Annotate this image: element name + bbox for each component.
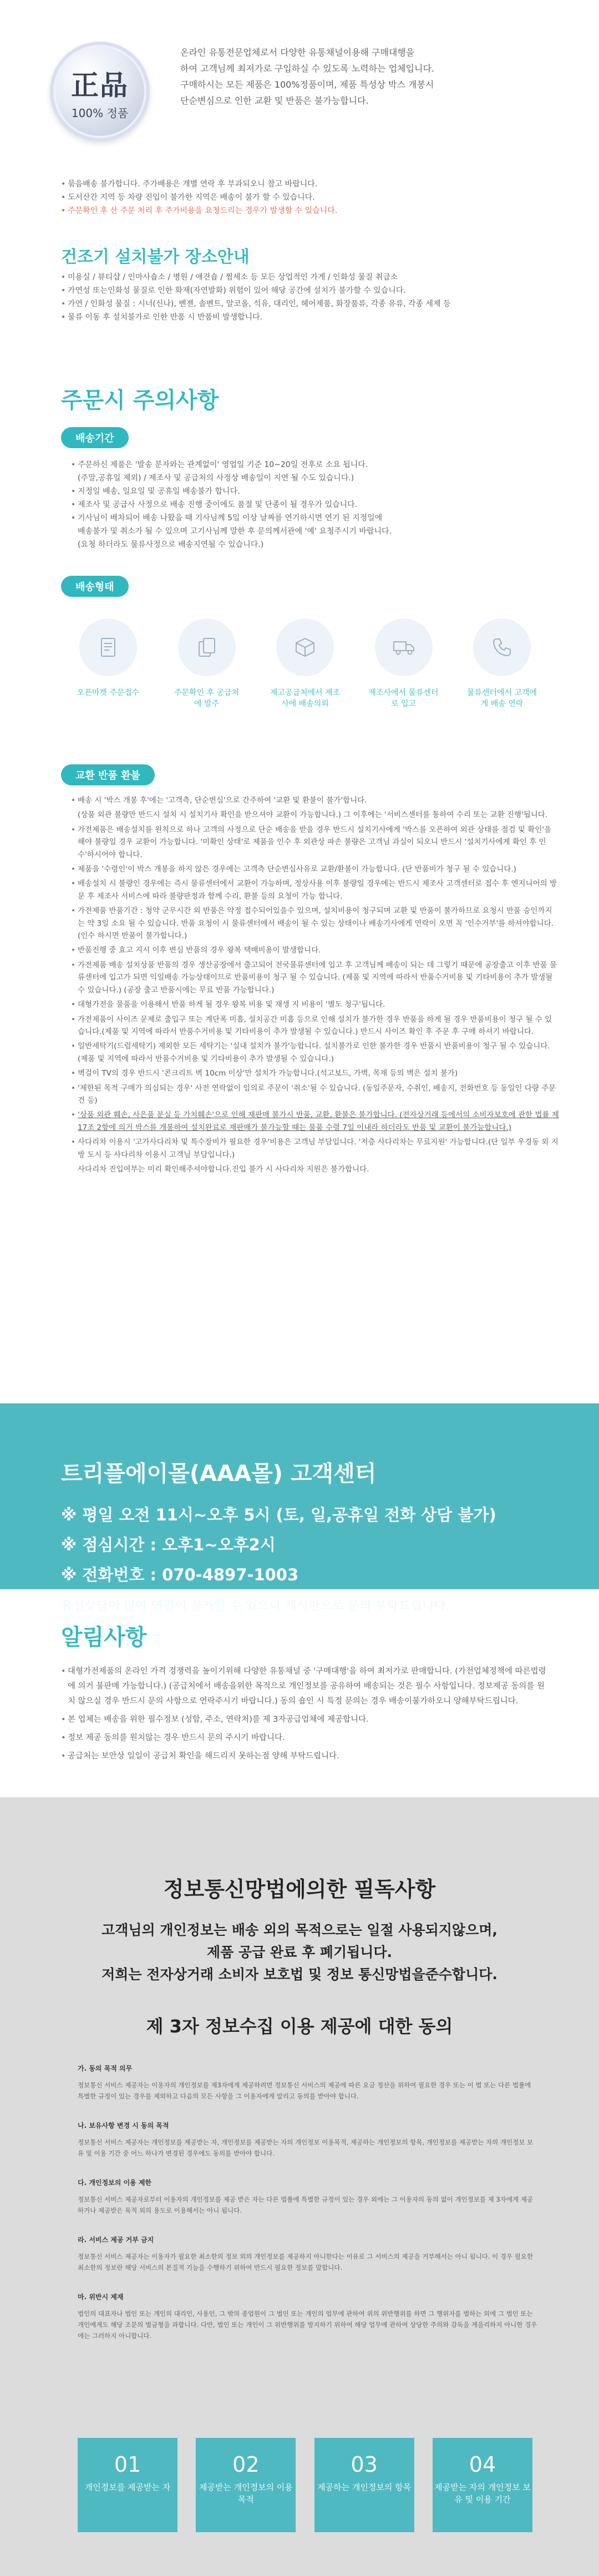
notice-item: • 공급처는 보안상 일일이 공급처 확인을 해드리지 못하는점 양해 부탁드립니다.	[61, 1749, 549, 1764]
refund-item: 사다리차 진입여부는 미리 확인해주셔야합니다.진입 불가 시 사다리차 지원은 불가합니다.	[78, 1164, 369, 1174]
notice-title: 알림사항	[61, 1625, 147, 1650]
shipping-form-pill: 배송형태	[61, 576, 129, 597]
shipping-period-pill: 배송기간	[61, 427, 129, 448]
refund-item: • 일반세탁기(드럼세탁기) 제외한 모든 세탁기는 '실내 설치가 불가'능합니다. 설치불가로 인한 불가한 경우 반품시 반품비용이 청구 될 수 있습니다. (제품 및 지역에 따라서 반품수거비용 및 기타비용이 추가 발생될 수 있습니다.)	[71, 1040, 559, 1065]
box-number: 04	[469, 2452, 496, 2477]
refund-item: • 가전제품은 배송설치를 원칙으로 하나 고객의 사정으로 단순 배송을 받을 경우 반드시 설치기사에게 '박스를 오픈하여 외관 상태를 점검 및 확인'을 해야 불량일 경우 교환이 가능합니다. '미확인 상태'로 제품을 인수 후 외관상 파손 불량은 고객님 과실이 되오니 반드시 '설치기사에게 확인 후 인수'하시어야 합니다.	[71, 824, 559, 861]
refund-item: • 사다리차 이용시 '고가사다리차 및 특수장비가 필요한 경우'비용은 고객님 부담입니다. '저층 사다리차는 무료지원' 가능합니다.(단 일부 우경동 외 지방 도시 등 사다리차 이용시 고객님 부담입니다.)	[71, 1136, 559, 1161]
privacy-sub-line: 고객님의 개인정보는 배송 외의 목적으로는 일절 사용되지않으며,	[101, 1922, 498, 1938]
shipping-step	[466, 618, 538, 709]
shipping-item: (주말,공휴일 제외) / 제조사 및 공급처의 사정상 배송일이 지연 될 수도 있습니다.)	[78, 474, 354, 483]
step-label: 오픈마켓 주문접수	[77, 688, 140, 697]
consent-boxes	[78, 2438, 532, 2532]
shipping-item: • 기사님이 배차되어 배송 나왔을 때 기사님께 5일 이상 날짜를 연기하시면 연기 된 지정일에	[71, 511, 559, 525]
box-icon	[276, 618, 334, 676]
clause-body: 정보통신 서비스 제공자로부터 이용자의 개인정보를 제공 받은 자는 다른 법률에 특별한 규정이 있는 경우 외에는 그 이용자의 동의 없이 개인정보를 제 3자에게 제공하거나 제공받은 목적 외의 용도로 이용해서는 아니 됩니다.	[78, 2195, 533, 2214]
shipping-step	[171, 618, 243, 709]
shipping-item: • 제조사 및 공급사 사정으로 배송 진행 중이에도 품절 및 단종이 될 경우가 있습니다.	[71, 498, 559, 511]
step-label: 물류센터에서 고객에게 배송 연락	[466, 688, 537, 708]
truck-icon	[375, 618, 433, 676]
install-note-warning: • 주문확인 후 산 주문 처리 후 주가비용을 요청드리는 경우가 발생할 수 있습니다.	[61, 204, 549, 217]
clause	[78, 2121, 538, 2159]
clause-body: 법인의 대표자나 법인 또는 개인의 대리인, 사용인, 그 밖의 종업원이 그 법인 또는 개인의 업무에 관하여 위의 위반행위를 하면 그 행위자를 벌하는 외에 그 법인 또는 개인에게도 해당 조문의 벌금형을 과합니다. 다만, 법인 또는 개인이 그 위반행위를 방지하기 위하여 해당 업무에 관하여 상당한 주의와 감독을 게을리하지 아니한 경우에는 그러하지 아니합니다.	[78, 2310, 537, 2340]
shipping-step	[72, 618, 144, 709]
lunch-hours: ※ 점심시간 : 오후1~오후2시	[61, 1535, 276, 1554]
step-label: 주문확인 후 공급처에 발주	[174, 688, 240, 708]
privacy-sub-line: 제품 공급 완료 후 폐기됩니다.	[206, 1944, 393, 1960]
no-install-item: • 가연성 또는인화성 물질로 인한 화재(자연발화) 위험이 있어 해당 공간에 설치가 불가할 수 있습니다.	[61, 284, 560, 297]
shipping-steps	[72, 618, 538, 709]
box-text: 제공받는 개인정보의 이용목적	[199, 2482, 293, 2504]
shipping-step	[368, 618, 440, 709]
notice-list	[61, 1664, 549, 1767]
copy-icon	[178, 618, 236, 676]
clause-heading: 라. 서비스 제공 거부 금지	[78, 2236, 154, 2244]
clause-heading: 다. 개인정보의 이용 제한	[78, 2179, 152, 2187]
shipping-item: • 주문하신 제품은 '발송 분자와는 관계없이' 영업일 기준 10~20일 전후로 소요 됩니다.	[71, 458, 559, 471]
clause-body: 정보통신 서비스 제공자는 개인정보를 제공받는 자, 개인정보를 제공받는 자의 개인정보 이용목적, 제공하는 개인정보의 항목, 개인정보를 제공받는 자의 개인정보 보유 및 이용 기간 중 어느 하나가 변경된 경우에도 동의를 받아야 합니다.	[78, 2138, 534, 2157]
business-hours: ※ 평일 오전 11시~오후 5시 (토, 일,공휴일 전화 상담 불가)	[61, 1505, 496, 1524]
phone-number[interactable]: ※ 전화번호 : 070-4897-1003	[61, 1565, 299, 1584]
box-number: 01	[114, 2452, 141, 2477]
customer-center	[0, 1403, 599, 1613]
refund-item: • 가전제품 배송 설치상품 반품의 경우 생산공장에서 출고되어 전국물류센터에 입고 후 고객님께 배송이 되는 데 그렇기 때문에 공장출고 이후 반품 물류센터에 입고가 되면 익일배송 가능상태이므로 반품비용이 청구 될 수 있습니다. (제품 및 지역에 따라서 반품수거비용 및 기타비용이 추가 발생될 수 있습니다.) (공장 출고 반품시에는 무료 반품 가능합니다.)	[71, 959, 559, 996]
refund-item: • 배송 시 '박스 개봉 후'에는 '고객측, 단순변심'으로 간주하여 '교환 및 환불이 불가'합니다.	[71, 794, 559, 807]
clause-heading: 나. 보유사항 변경 시 동의 목적	[78, 2122, 169, 2129]
refund-item: • 반품진행 중 효고 지시 이후 변심 반품의 경우 왕복 택배비용이 발생합니다.	[71, 944, 559, 956]
refund-item: • 가전제품 반품기간 : 청약 군무시간 외 반품은 약정 접수되어있을수 있으며, 설치비용이 청구되며 교환 및 반품이 불가하므로 요청시 반품 승인까지는 약 3일 소요 될 수 있습니다. 반품 요청이 시 물류센터에서 배송이 될 수 있는 상태이나 배송기사에게 연락이 오면 꼭 '인수거부'를 하셔야합니다.(인수 하시면 반품이 불가합니다.)	[71, 905, 559, 942]
install-note: • 도서산간 지역 등 차량 진입이 불가한 지역은 배송이 불가 할 수 있습니다.	[61, 191, 549, 204]
genuine-badge	[50, 42, 150, 141]
refund-item: • 대형가전을 물품을 이용해서 반품 하게 될 경우 왕복 비용 및 재생 지 비용이 '별도 청구'됩니다.	[71, 998, 559, 1011]
badge-main-text: 正品	[71, 69, 129, 102]
notice-item: • 본 업체는 배송을 위한 필수정보 (성함, 주소, 연락처)를 제 3자공급업체에 제공합니다.	[61, 1712, 549, 1727]
privacy-subtitle	[0, 1919, 599, 1986]
notice-item: • 정보 제공 동의를 원치않는 경우 반드시 문의 주시기 바랍니다.	[61, 1731, 549, 1746]
refund-list	[71, 794, 559, 1178]
install-notes	[61, 178, 549, 217]
no-install-title: 건조기 설치불가 장소안내	[61, 247, 250, 267]
consent-clauses	[78, 2063, 538, 2360]
consent-box	[196, 2438, 296, 2532]
step-label: 제고공급처에서 제조사에 배송의뢰	[270, 688, 341, 708]
consent-box	[433, 2438, 532, 2532]
box-text: 제공받는 자의 개인정보 보유 및 이용 기간	[434, 2482, 531, 2504]
refund-item: • 배송설치 시 불량인 경우에는 즉시 물류센터에서 교환이 가능하며, 정상사용 이후 불량일 경우에는 반드시 제조사 고객센터로 접수 후 엔지니어의 방문 후 제조사 서비스에 따라 불량판정과 함께 수리, 환불 등의 요청이 가능 합니다.	[71, 878, 559, 902]
intro-line: 하여 고객님께 최저가로 구입하실 수 있도록 노력하는 업체입니다.	[180, 63, 435, 74]
shipping-item: 배송불가 및 취소가 될 수 있으며 고기사님께 말한 후 문의께서관에 '예' 요청주시기 바랍니다.	[78, 527, 392, 536]
intro-line: 온라인 유통전문업체로서 다양한 유통채널이용해 구매대행을	[180, 47, 415, 58]
refund-pill: 교환 반품 환불	[61, 764, 155, 785]
intro-line: 단순변심으로 인한 교환 및 반품은 불가능합니다.	[180, 95, 369, 106]
consent-box	[78, 2438, 177, 2532]
clause-heading: 가. 동의 목적 의무	[78, 2065, 133, 2072]
intro-line: 구매하시는 모든 제품은 100%정품이며, 제품 특성상 박스 개봉시	[180, 79, 434, 90]
box-number: 02	[232, 2452, 260, 2477]
no-install-item: • 미용실 / 뷰티샵 / 인마사숍소 / 병원 / 애견숍 / 찜세소 등 모든 상업적인 가게 / 인화성 물질 취급소	[61, 271, 560, 284]
privacy-title: 정보통신망법에의한 필독사항	[163, 1877, 436, 1901]
refund-item: • 가전제품이 사이즈 문제로 출입구 또는 계단폭 미흡, 설치공간 미흡 등으로 인해 설치가 불가한 경우 반품을 하게 될 경우 반품비용이 청구 될 수 있습니다.(제품 및 지역에 따라서 반품수거비용 및 기타비용이 추가 발생될 수 있습니다.) 반드시 사이즈 확인 후 주문 후 구매 하셔기 바랍니다.	[71, 1013, 559, 1038]
shipping-item: (요청 하더라도 물류사정으로 배송지연될 수 있습니다.)	[78, 540, 264, 549]
consent-box	[314, 2438, 414, 2532]
customer-center-title: 트리플에이몰(AAA몰) 고객센터	[61, 1461, 377, 1487]
refund-item: • '제한된 목적 구매가 의심되는 경우' 사전 연락없이 임의로 주문이 '취소'될 수 있습니다. (동일주문자, 수취인, 배송지, 전화번호 등 동일인 다량 주문건 등)	[71, 1082, 559, 1107]
document-icon	[79, 618, 137, 676]
clause-heading: 마. 위반시 제재	[78, 2293, 124, 2301]
notice-item: • 대형가전제품의 온라인 가격 경쟁력을 높이기위해 다양한 유통채널 중 '구매대행'을 하여 최저가로 판매합니다. (가전업체정책에 따른법령에 의거 불판매 가능합니다.) (공급처에서 배송을위한 목적으로 개인정보를 공유하여 배송되는 것은 필수 사항입니다. 정보제공 동의를 원치 않으실 경우 반드시 문의 사항으로 연락주시기 바랍니다.) 동의 숍인 시 특정 문의는 경우 배송이불가하오니 양해부탁드립니다.	[61, 1664, 549, 1709]
refund-item: • '상품 외관 훼손, 사은품 분실 등 가치훼손'으로 인해 재판매 불가시 반품, 교환, 환불은 불가합니다. (전자상거래 등에서의 소비자보호에 관한 법률 제 17조 2항에 의거 박스를 개봉하여 설치완료로 재판매가 불가능할 때는 물품 수령 7일 이내라 하더라도 반품 및 교환이 불가능합니다.)	[71, 1109, 559, 1134]
phone-icon	[473, 618, 531, 676]
clause	[78, 2235, 538, 2273]
refund-item: • 벽걸이 TV의 경우 반드시 '콘크리트 벽 10cm 이상'만 설치가 가능합니다.(석고보드, 가벽, 목재 등의 벽은 설치 불가)	[71, 1067, 559, 1079]
shipping-list	[71, 458, 559, 551]
box-text: 제공하는 개인정보의 항목	[317, 2482, 412, 2492]
no-install-item: • 물류 이동 후 설치불가로 인한 반품 시 반품비 발생합니다.	[61, 311, 560, 324]
shipping-step	[269, 618, 341, 709]
install-note: • 묶음배송 불가합니다. 주가배용은 개별 연락 후 부과되오니 참고 바랍니다.	[61, 178, 549, 191]
refund-item: (상품 외관 불량만 반드시 설치 시 설치기사 확인을 받으셔야 교환이 가능합니다.) 그 이후에는 '서비스센터를 통하여 수리 또는 교환 진행'됩니다.	[78, 810, 548, 820]
step-label: 제조사에서 물류센터로 입고	[368, 688, 439, 708]
privacy-sub-line: 저희는 전자상거래 소비자 보호법 및 정보 통신망법을준수합니다.	[101, 1966, 498, 1982]
shipping-item: • 지정일 배송, 일요일 및 공휴일 배송불가 합니다.	[71, 485, 559, 498]
box-number: 03	[351, 2452, 378, 2477]
no-install-list	[61, 271, 560, 324]
clause-body: 정보통신 서비스 제공자는 이용자의 개인정보를 제3자에게 제공하려면 정보통신 서비스의 제공에 따른 요금 정산을 위하여 필요한 경우 또는 이 법 또는 다른 법률에 특별한 규정이 있는 경우를 제외하고 다음의 모든 사항을 그 이용자에게 알리고 동의를 받아야 합니다.	[78, 2081, 531, 2100]
refund-item: • 제품을 '수령인'이 박스 개봉을 하지 않은 경우에는 고객측 단순변심사유로 교환/환불이 가능합니다. (단 반품비가 청구 될 수 있습니다.)	[71, 863, 559, 875]
privacy-section	[0, 1797, 599, 2576]
clause-body: 정보통신 서비스 제공자는 이용자가 필요한 최소한의 정보 외의 개인정보를 제공하지 아니한다는 이유로 그 서비스의 제공을 거부해서는 아니 됩니다. 이 경우 필요한 최소한의 정보란 해당 서비스의 본질적 기능을 수행하기 위하여 반드시 필요한 정보를 말합니다.	[78, 2253, 534, 2271]
badge-sub-text: 100% 정품	[71, 106, 129, 120]
customer-center-note: 유선상담이 많아 연결이 불가할 수 있으니 게시판으로 문의 부탁드립니다.	[61, 1599, 450, 1613]
clause	[78, 2063, 538, 2102]
consent-title: 제 3자 정보수집 이용 제공에 대한 동의	[146, 2016, 453, 2037]
clause	[78, 2292, 538, 2341]
intro-text	[180, 44, 563, 109]
no-install-item: • 가연 / 인화성 물질 : 시너(신나), 벤젠, 솔벤트, 알코올, 석유, 대리인, 헤어제품, 화장품류, 각종 유류, 각종 세제 등	[61, 297, 560, 311]
caution-title: 주문시 주의사항	[61, 388, 219, 413]
box-text: 개인정보를 제공받는 자	[84, 2482, 171, 2492]
clause	[78, 2178, 538, 2216]
